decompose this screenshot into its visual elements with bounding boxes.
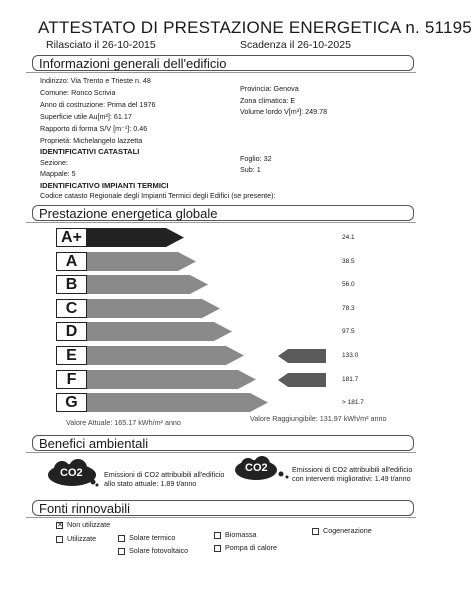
- option-label: Cogenerazione: [323, 526, 372, 535]
- option-label: Solare fotovoltaico: [129, 546, 189, 555]
- option-cogeneration[interactable]: [312, 526, 372, 535]
- energy-class-threshold: 97.5: [342, 328, 355, 336]
- divider: [26, 222, 416, 223]
- current-value-label: Valore Attuale: 165.17 kWh/m² anno: [66, 418, 181, 427]
- province-field: Provincia: Genova: [240, 84, 299, 93]
- energy-class-threshold: > 181.7: [342, 399, 364, 407]
- energy-class-row: [56, 275, 416, 294]
- achievable-class-marker: [278, 349, 326, 363]
- current-emissions-line1: Emissioni di CO2 attribuibili all'edificio: [104, 470, 225, 479]
- parcel-field: Mappale: 5: [40, 169, 76, 178]
- checkbox[interactable]: [214, 532, 221, 539]
- option-not-used[interactable]: [56, 520, 110, 529]
- improved-emissions-line1: Emissioni di CO2 attribuibili all'edificio: [292, 465, 413, 474]
- energy-performance-heading: Prestazione energetica globale: [32, 205, 414, 221]
- section-field: Sezione:: [40, 158, 68, 167]
- climate-zone-field: Zona climatica: E: [240, 96, 296, 105]
- option-label: Non utilizzate: [67, 520, 111, 529]
- energy-class-threshold: 133.0: [342, 352, 359, 359]
- municipality-field: Comune: Ronco Scrivia: [40, 88, 116, 97]
- energy-class-row: [56, 370, 416, 389]
- option-label: Utilizzate: [67, 534, 97, 543]
- energy-class-row: [56, 346, 416, 365]
- energy-class-row: [56, 393, 416, 412]
- address-field: Indirizzo: Via Trento e Trieste n. 48: [40, 76, 151, 85]
- checkbox[interactable]: [118, 535, 125, 542]
- divider: [26, 452, 416, 453]
- owner-field: Proprietà: Michelangelo lazzetta: [40, 136, 143, 145]
- divider: [26, 517, 416, 518]
- energy-class-arrow: [56, 393, 270, 412]
- energy-class-threshold: 56.0: [342, 281, 355, 289]
- achievable-value-label: Valore Raggiungibile: 131.97 kWh/m² anno: [250, 414, 387, 423]
- option-solar-thermal[interactable]: [118, 533, 175, 542]
- issue-date: Rilasciato il 26-10-2015: [46, 39, 156, 51]
- sub-field: Sub: 1: [240, 165, 261, 174]
- co2-cloud-icon: [232, 456, 292, 484]
- energy-class-label: B: [56, 275, 87, 294]
- energy-class-label: E: [56, 346, 87, 365]
- option-heat-pump[interactable]: [214, 543, 277, 552]
- energy-class-row: [56, 299, 416, 318]
- heating-system-heading: IDENTIFICATIVO IMPIANTI TERMICI: [40, 181, 169, 190]
- environmental-benefits-heading: Benefici ambientali: [32, 435, 414, 451]
- energy-class-threshold: 24.1: [342, 234, 355, 241]
- option-label: Biomassa: [225, 530, 257, 539]
- construction-year-field: Anno di costruzione: Prima del 1976: [40, 100, 156, 109]
- expiry-date: Scadenza il 26-10-2025: [240, 39, 351, 51]
- option-label: Pompa di calore: [225, 543, 277, 552]
- energy-class-row: [56, 228, 416, 247]
- energy-class-row: [56, 322, 416, 341]
- useful-surface-field: Superficie utile Au[m²]: 61.17: [40, 112, 132, 121]
- general-info-heading: Informazioni generali dell'edificio: [32, 55, 414, 71]
- energy-class-threshold: 38.5: [342, 257, 355, 265]
- heating-system-code-label: Codice catasto Regionale degli Impianti Termici degli Edifici (se presente):: [40, 191, 276, 200]
- checkbox[interactable]: [214, 545, 221, 552]
- co2-cloud-icon: [44, 460, 100, 488]
- gross-volume-field: Volume lordo V[m³]: 249.78: [240, 107, 328, 116]
- co2-label: CO2: [245, 462, 268, 474]
- document-title: ATTESTATO DI PRESTAZIONE ENERGETICA n. 51195: [38, 18, 472, 37]
- energy-class-label: A+: [56, 228, 87, 247]
- energy-class-label: G: [56, 393, 87, 412]
- shape-ratio-field: Rapporto di forma S/V [m⁻¹]: 0.46: [40, 124, 148, 133]
- improved-emissions-line2: con interventi migliorativi: 1.49 t/anno: [292, 474, 411, 483]
- energy-class-scale: [56, 228, 416, 418]
- option-used[interactable]: [56, 534, 96, 543]
- energy-class-label: A: [56, 252, 87, 271]
- co2-label: CO2: [60, 467, 83, 479]
- option-biomass[interactable]: [214, 530, 257, 539]
- checkbox-checked[interactable]: ✕: [57, 521, 63, 529]
- current-class-marker: [278, 373, 326, 387]
- divider: [26, 72, 416, 73]
- cadastral-heading: IDENTIFICATIVI CATASTALI: [40, 147, 140, 156]
- energy-class-threshold: 181.7: [342, 375, 359, 383]
- energy-class-row: [56, 252, 416, 271]
- energy-class-label: F: [56, 370, 87, 389]
- energy-class-label: C: [56, 299, 87, 318]
- checkbox[interactable]: [312, 528, 319, 535]
- checkbox[interactable]: [118, 548, 125, 555]
- option-label: Solare termico: [129, 533, 176, 542]
- sheet-field: Foglio: 32: [240, 154, 272, 163]
- energy-class-label: D: [56, 322, 87, 341]
- energy-class-threshold: 78.3: [342, 304, 355, 312]
- renewable-sources-heading: Fonti rinnovabili: [32, 500, 414, 516]
- option-photovoltaic[interactable]: [118, 546, 188, 555]
- checkbox[interactable]: [56, 536, 63, 543]
- current-emissions-line2: allo stato attuale: 1.89 t/anno: [104, 479, 197, 488]
